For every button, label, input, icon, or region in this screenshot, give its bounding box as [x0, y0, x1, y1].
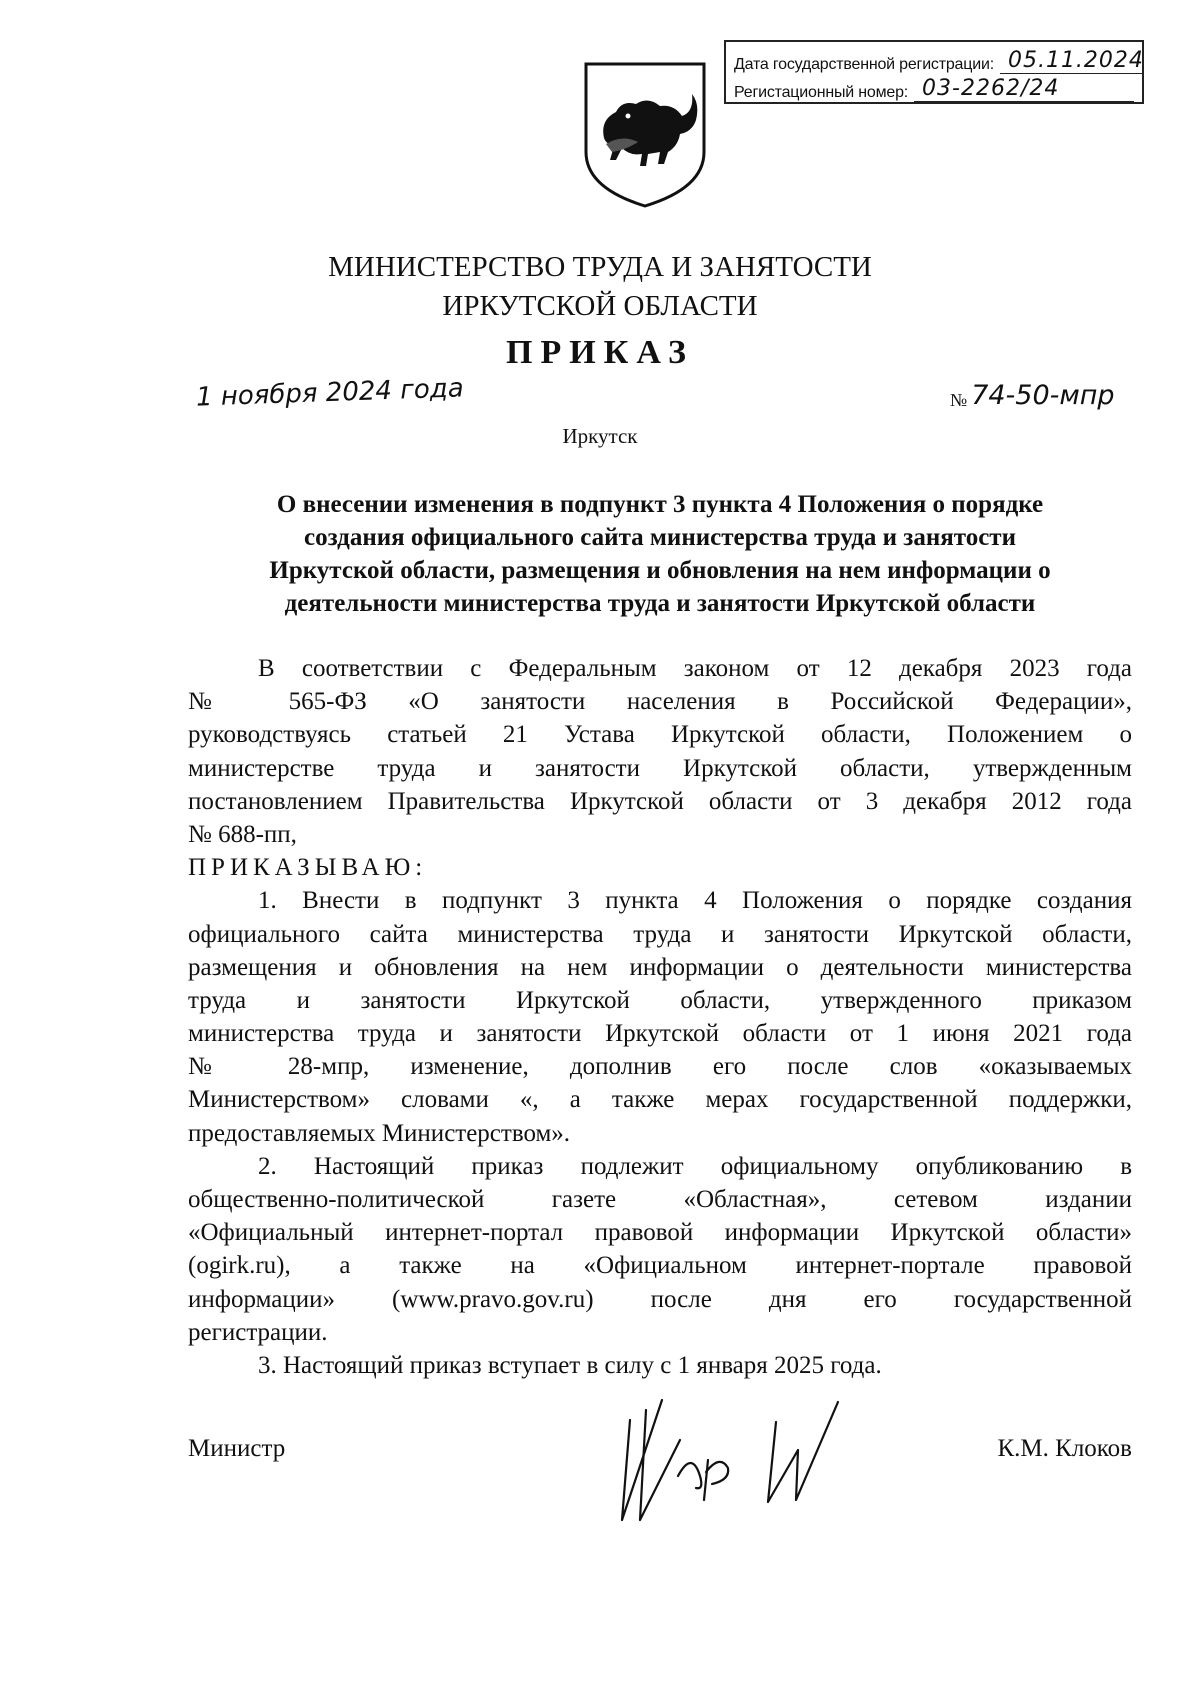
order-date-handwritten: 1 ноября 2024 года: [195, 373, 465, 413]
item1-line: труда и занятости Иркутской области, утвержденного приказом: [188, 986, 1132, 1014]
preamble-line-last: № 688-пп,: [188, 820, 297, 848]
item2-line-last: регистрации.: [188, 1318, 328, 1346]
ministry-name-line1: МИНИСТЕРСТВО ТРУДА И ЗАНЯТОСТИ: [328, 251, 872, 283]
order-body: [188, 652, 1132, 1382]
preamble-line: министерстве труда и занятости Иркутской области, утвержденным: [188, 754, 1132, 782]
item2-line: (ogirk.ru), а также на «Официальном интернет-портале правовой: [188, 1252, 1132, 1280]
item1-line-last: предоставляемых Министерством».: [188, 1119, 571, 1147]
registration-date-label: Дата государственной регистрации:: [734, 56, 994, 73]
item3-line: 3. Настоящий приказ вступает в силу с 1 января 2025 года.: [258, 1351, 882, 1379]
item1-line: размещения и обновления на нем информации о деятельности министерства: [188, 953, 1132, 981]
coat-of-arms-icon: [582, 60, 708, 210]
signatory-role: Министр: [188, 1435, 286, 1462]
item2-line: информации» (www.pravo.gov.ru) после дня его государственной: [188, 1285, 1132, 1313]
order-number: [950, 380, 1115, 411]
registration-stamp: [724, 40, 1144, 104]
order-directive: ПРИКАЗЫВАЮ:: [188, 854, 428, 882]
registration-date-value: 05.11.2024: [1000, 49, 1144, 74]
subject-line: О внесении изменения в подпункт 3 пункта 4 Положения о порядке: [276, 491, 1044, 518]
ministry-name-line2: ИРКУТСКОЙ ОБЛАСТИ: [442, 290, 758, 322]
order-number-handwritten: 74-50-мпр: [971, 380, 1115, 411]
subject-line: деятельности министерства труда и занятости Иркутской области: [284, 590, 1036, 617]
item1-line: официального сайта министерства труда и занятости Иркутской области,: [188, 920, 1132, 948]
item1-line: 1. Внести в подпункт 3 пункта 4 Положения о порядке создания: [258, 887, 1132, 915]
registration-number-row: [734, 74, 1134, 102]
city-name: Иркутск: [562, 424, 638, 448]
registration-date-row: [734, 46, 1144, 74]
preamble-line: В соответствии с Федеральным законом от 12 декабря 2023 года: [258, 655, 1132, 682]
subject-line: создания официального сайта министерства труда и занятости: [303, 524, 1016, 551]
item2-line: «Официальный интернет-портал правовой информации Иркутской области»: [188, 1219, 1132, 1247]
item2-line: 2. Настоящий приказ подлежит официальному опубликованию в: [258, 1152, 1132, 1180]
item1-line: министерства труда и занятости Иркутской области от 1 июня 2021 года: [188, 1020, 1132, 1048]
registration-number-value: 03-2262/24: [914, 77, 1134, 102]
registration-number-label: Регистационный номер:: [734, 84, 909, 101]
signatory-name: К.М. Клоков: [997, 1435, 1132, 1462]
preamble-line: № 565-ФЗ «О занятости населения в Российской Федерации»,: [188, 688, 1132, 716]
preamble-line: руководствуясь статьей 21 Устава Иркутской области, Положением о: [188, 721, 1132, 749]
handwritten-signature-icon: [600, 1380, 880, 1530]
item1-line: Министерством» словами «, а также мерах государственной поддержки,: [188, 1086, 1132, 1114]
preamble-line: постановлением Правительства Иркутской области от 3 декабря 2012 года: [188, 787, 1132, 815]
order-subject: [188, 488, 1132, 620]
item2-line: общественно-политической газете «Областная», сетевом издании: [188, 1186, 1132, 1213]
item1-line: № 28-мпр, изменение, дополнив его после слов «оказываемых: [188, 1053, 1132, 1081]
subject-line: Иркутской области, размещения и обновления на нем информации о: [269, 557, 1051, 584]
document-type-title: ПРИКАЗ: [506, 334, 694, 371]
number-sign: №: [950, 390, 968, 410]
